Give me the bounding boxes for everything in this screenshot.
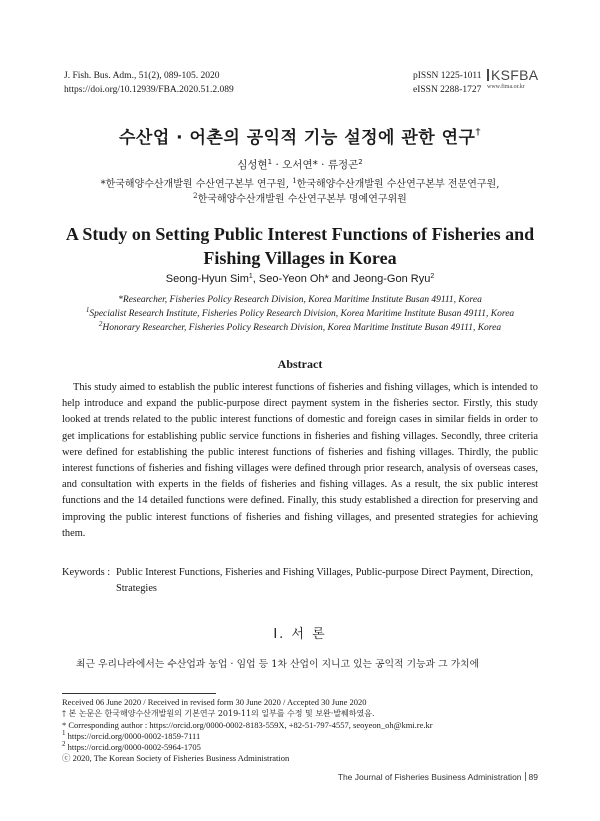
keywords-text: Public Interest Functions, Fisheries and Fishing Villages, Public-purpose Direct Payment, Direction, Strategies: [116, 567, 534, 595]
english-affil-2: Specialist Research Institute, Fisheries Policy Research Division, Korea Maritime Institute Busan 49111, Korea: [89, 309, 515, 319]
page-footer: [320, 772, 538, 782]
doi-link[interactable]: https://doi.org/10.12939/FBA.2020.51.2.089: [64, 84, 234, 95]
korean-author-3-sup: 2: [358, 158, 363, 166]
abstract-heading: Abstract: [277, 357, 323, 371]
footnote-funding: † 본 논문은 한국해양수산개발원의 기본연구 2019-11의 일부를 수정 및 보완·발췌하였음.: [62, 709, 375, 719]
title-dagger: †: [475, 127, 481, 138]
footnote-orcid-2-sup: 2: [62, 740, 66, 749]
footnote-orcid-1[interactable]: https://orcid.org/0000-0002-1859-7111: [67, 730, 201, 741]
journal-citation-block: [64, 70, 234, 97]
korean-author-1: 심성현: [237, 159, 268, 171]
korean-affil-3-sup: 2: [193, 192, 198, 200]
english-title: A Study on Setting Public Interest Functions of Fisheries and Fishing Villages in Korea: [65, 224, 535, 268]
section-title: Ⅰ. 서 론: [273, 627, 327, 642]
footnote-corresponding: * Corresponding author : https://orcid.org/0000-0002-8183-559X, +82-51-797-4557, seoyeon_oh@kmi.re.kr: [62, 719, 433, 730]
footer-journal-name: The Journal of Fisheries Business Administration: [337, 772, 522, 782]
english-affil-3-sup: 2: [98, 320, 103, 328]
english-affil-1: *Researcher, Fisheries Policy Research Division, Korea Maritime Institute Busan 49111, Korea: [118, 295, 482, 305]
english-author-1: Seong-Hyun Sim: [165, 273, 249, 285]
korean-author-3: 류정곤: [327, 159, 359, 171]
logo-text: KSFBA: [491, 67, 539, 83]
english-affil-3: Honorary Researcher, Fisheries Policy Research Division, Korea Maritime Institute Busan 49111, Korea: [102, 323, 502, 333]
body-paragraph: 최근 우리나라에서는 수산업과 농업 · 임업 등 1차 산업이 지니고 있는 공익적 기능과 그 가치에: [76, 659, 480, 670]
eissn: eISSN 2288-1727: [413, 84, 482, 95]
footnote-orcid-2[interactable]: https://orcid.org/0000-0002-5964-1705: [67, 742, 201, 753]
korean-author-2: 오서연*: [282, 159, 318, 171]
logo-url: www.fima.or.kr: [487, 84, 525, 90]
english-authors-rest: , Seo-Yeon Oh* and Jeong-Gon Ryu: [252, 273, 431, 285]
english-author-3-sup: 2: [430, 273, 435, 280]
pissn: pISSN 1225-1011: [413, 71, 482, 81]
english-author-1-sup: 1: [248, 273, 253, 280]
korean-authors: [0, 157, 600, 172]
footnote-received: Received 06 June 2020 / Received in revised form 30 June 2020 / Accepted 30 June 2020: [62, 697, 367, 707]
keywords-label: Keywords :: [62, 567, 111, 578]
english-affiliations: [0, 293, 600, 335]
journal-citation: J. Fish. Bus. Adm., 51(2), 089-105. 2020: [64, 71, 220, 81]
korean-affil-2-sup: 1: [292, 177, 297, 185]
korean-affil-2: 한국해양수산개발원 수산연구본부 전문연구원,: [296, 179, 500, 190]
page-number: 89: [528, 772, 538, 782]
korean-title-text: 수산업 · 어촌의 공익적 기능 설정에 관한 연구: [119, 128, 476, 148]
abstract-body: This study aimed to establish the public interest functions of fisheries and fishing villages, which is intended to help introduce and expand the public-purpose direct payment system in the fisheries sector. Firstly, this study looked at trends related to the public interest functions of domestic and foreign cases in similar fields in order to get implications for establishing public service functions in fisheries and fishing villages. Secondly, three criteria were defined for establishing the public interest functions of fisheries and fishing villages. Thirdly, the public interest functions of fisheries and fishing villages were defined through prior research, analysis of overseas cases, and consultation with experts in the fields of fisheries and fishing villages. As a result, the six public interest functions and the 14 detailed functions were defined. Finally, this study established a direction for preserving and improving the public interest functions of fisheries and fishing villages, and presented strategies for achieving them.: [62, 382, 538, 539]
author-separator: ·: [272, 159, 283, 171]
ksfba-logo: [487, 68, 543, 91]
footnotes: [62, 697, 538, 765]
author-separator: ·: [317, 159, 328, 171]
korean-affil-3: 한국해양수산개발원 수산연구본부 명예연구위원: [197, 194, 407, 205]
issn-block: [413, 70, 482, 97]
footer-separator: [525, 772, 526, 781]
english-authors: [0, 273, 600, 285]
korean-affiliations: [0, 177, 600, 207]
korean-affil-1: *한국해양수산개발원 수산연구본부 연구원,: [100, 179, 293, 190]
korean-author-1-sup: 1: [267, 158, 273, 166]
footnote-copyright: ⓒ 2020, The Korean Society of Fisheries Business Administration: [62, 753, 290, 764]
footnote-divider: [62, 693, 216, 694]
footnote-orcid-1-sup: 1: [62, 728, 66, 737]
english-affil-2-sup: 1: [85, 306, 90, 314]
korean-title: [0, 123, 600, 148]
logo-bar-icon: [487, 69, 489, 81]
